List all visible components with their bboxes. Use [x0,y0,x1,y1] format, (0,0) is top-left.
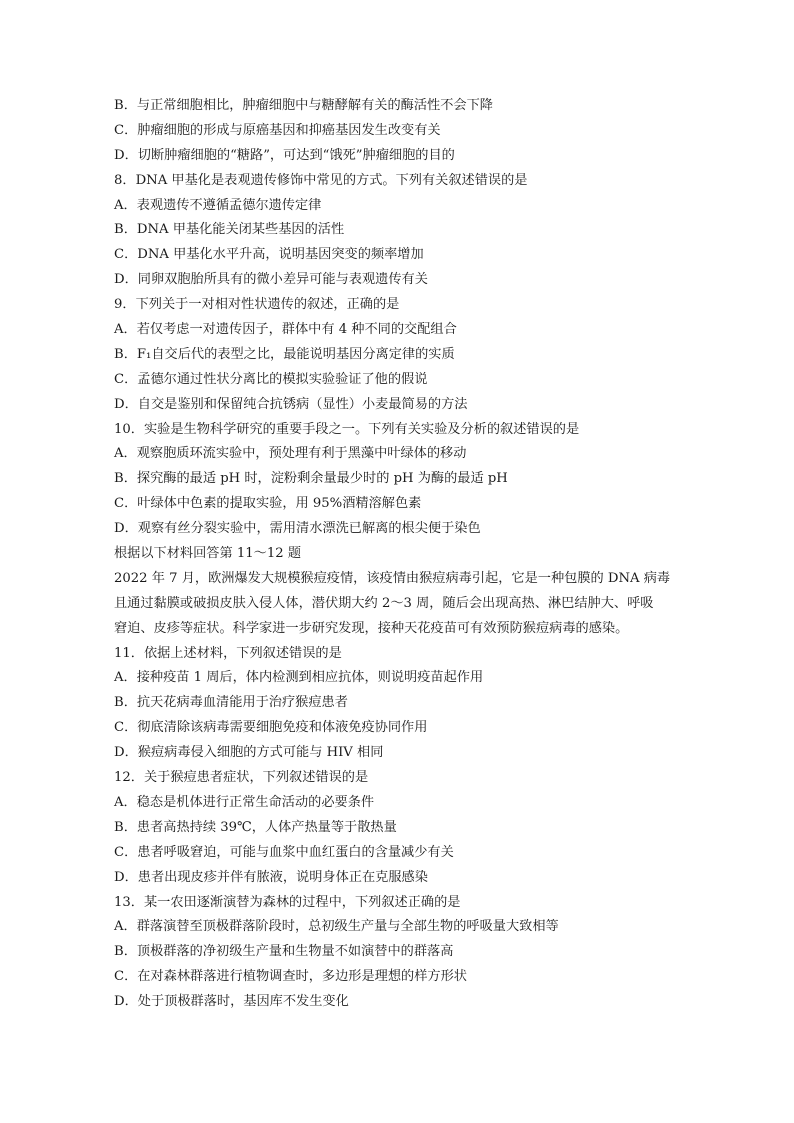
question-13: 13．某一农田逐渐演替为森林的过程中，下列叙述正确的是 [114,894,461,910]
question-12: 12．关于猴痘患者症状，下列叙述错误的是 [114,770,369,786]
option-8d: D．同卵双胞胎所具有的微小差异可能与表观遗传有关 [114,272,428,288]
material-line: 2022 年 7 月，欧洲爆发大规模猴痘疫情，该疫情由猴痘病毒引起，它是一种包膜的 DNA 病毒 [114,570,671,586]
option-10a: A．观察胞质环流实验中，预处理有利于黑藻中叶绿体的移动 [114,446,467,462]
option-8b: B．DNA 甲基化能关闭某些基因的活性 [114,222,345,238]
question-9: 9．下列关于一对相对性状遗传的叙述，正确的是 [114,297,400,313]
option-10c: C．叶绿体中色素的提取实验，用 95%酒精溶解色素 [114,496,422,512]
option-7d: D．切断肿瘤细胞的“糖路”，可达到“饿死”肿瘤细胞的目的 [114,147,455,163]
option-11b: B．抗天花病毒血清能用于治疗猴痘患者 [114,695,348,711]
material-paragraph [114,567,692,642]
option-8a: A．表观遗传不遵循孟德尔遗传定律 [114,197,322,213]
option-8c: C．DNA 甲基化水平升高，说明基因突变的频率增加 [114,247,424,263]
exam-page [114,94,714,1015]
question-11: 11．依据上述材料，下列叙述错误的是 [114,645,342,661]
option-7c: C．肿瘤细胞的形成与原癌基因和抑癌基因发生改变有关 [114,122,441,138]
option-13c: C．在对森林群落进行植物调查时，多边形是理想的样方形状 [114,969,467,985]
option-13a: A．群落演替至顶极群落阶段时，总初级生产量与全部生物的呼吸量大致相等 [114,919,559,935]
option-12a: A．稳态是机体进行正常生命活动的必要条件 [114,794,375,810]
option-13d: D．处于顶极群落时，基因库不发生变化 [114,994,349,1010]
option-10b: B．探究酶的最适 pH 时，淀粉剩余量最少时的 pH 为酶的最适 pH [114,471,508,487]
option-11c: C．彻底清除该病毒需要细胞免疫和体液免疫协同作用 [114,720,428,736]
option-11d: D．猴痘病毒侵入细胞的方式可能与 HIV 相同 [114,745,384,761]
question-8: 8．DNA 甲基化是表观遗传修饰中常见的方式。下列有关叙述错误的是 [114,172,528,188]
option-9c: C．孟德尔通过性状分离比的模拟实验验证了他的假说 [114,371,428,387]
material-line: 且通过黏膜或破损皮肤入侵人体，潜伏期大约 2～3 周，随后会出现高热、淋巴结肿大、呼吸 [114,595,654,611]
option-12d: D．患者出现皮疹并伴有脓液，说明身体正在克服感染 [114,869,428,885]
option-13b: B．顶极群落的净初级生产量和生物量不如演替中的群落高 [114,944,454,960]
option-10d: D．观察有丝分裂实验中，需用清水漂洗已解离的根尖便于染色 [114,521,481,537]
material-line: 窘迫、皮疹等症状。科学家进一步研究发现，接种天花疫苗可有效预防猴痘病毒的感染。 [114,620,629,636]
option-9b: B．F₁自交后代的表型之比，最能说明基因分离定律的实质 [114,346,455,362]
option-12b: B．患者高热持续 39℃，人体产热量等于散热量 [114,819,397,835]
option-11a: A．接种疫苗 1 周后，体内检测到相应抗体，则说明疫苗起作用 [114,670,484,686]
option-7b: B．与正常细胞相比，肿瘤细胞中与糖酵解有关的酶活性不会下降 [114,98,493,113]
option-12c: C．患者呼吸窘迫，可能与血浆中血红蛋白的含量减少有关 [114,844,454,860]
question-10: 10．实验是生物科学研究的重要手段之一。下列有关实验及分析的叙述错误的是 [114,421,580,437]
option-9a: A．若仅考虑一对遗传因子，群体中有 4 种不同的交配组合 [114,322,457,338]
option-9d: D．自交是鉴别和保留纯合抗锈病（显性）小麦最简易的方法 [114,396,468,412]
material-heading: 根据以下材料回答第 11～12 题 [114,546,302,562]
